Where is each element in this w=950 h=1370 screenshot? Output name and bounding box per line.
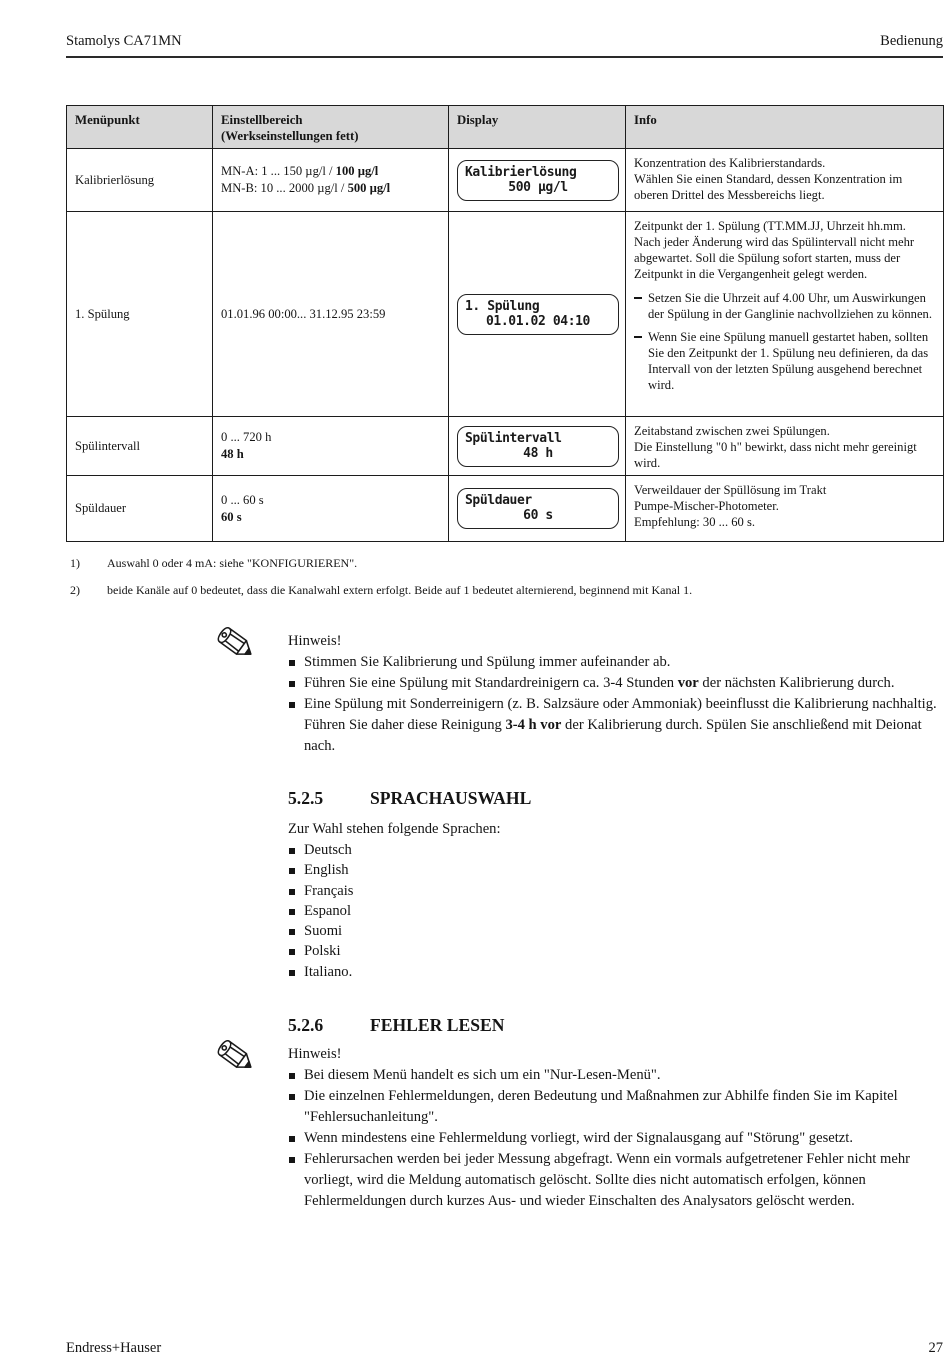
dash-marker xyxy=(634,336,642,338)
language-label: Suomi xyxy=(304,923,343,940)
language-item xyxy=(288,962,944,982)
range-cell xyxy=(213,417,449,476)
bullet-square-icon xyxy=(289,681,295,687)
info-line: Zeitabstand zwischen zwei Spülungen. xyxy=(634,424,830,438)
language-label: Deutsch xyxy=(304,842,352,858)
section-intro: Zur Wahl stehen folgende Sprachen: xyxy=(288,821,501,837)
info-line: Wählen Sie einen Standard, dessen Konzentration im oberen Drittel des Messbereichs liegt. xyxy=(634,172,903,202)
info-cell xyxy=(626,476,944,542)
lcd-line2: 48 h xyxy=(523,445,553,461)
lcd-display xyxy=(457,160,619,201)
bullet-square-icon xyxy=(289,949,295,955)
bullet-square-icon xyxy=(289,868,295,874)
col-header-einstellbereich-line1: Einstellbereich xyxy=(221,113,303,127)
section-title: FEHLER LESEN xyxy=(370,1015,505,1036)
note-bullet-text: Die einzelnen Fehlermeldungen, deren Bedeutung und Maßnahmen zur Abhilfe finden Sie im Kapitel "Fehlersuchanleitung". xyxy=(304,1088,898,1126)
info-dash-item xyxy=(634,290,935,322)
language-label: Espanol xyxy=(304,902,352,919)
lcd-line2: 01.01.02 04:10 xyxy=(486,313,590,329)
range-line xyxy=(221,163,440,180)
note-bullet-text: Eine Spülung mit Sonderreinigern (z. B. Salzsäure oder Ammoniak) beeinflusst die Kalibrierung nachhaltig. Führen Sie daher diese Reinigung 3-4 h vor der Kalibrierung durch. Spülen Sie anschließend mit Deionat nach. xyxy=(304,696,937,754)
note-bullet xyxy=(288,1128,944,1149)
note-pencil-icon xyxy=(213,624,259,668)
bullet-square-icon xyxy=(289,909,295,915)
range-line: 01.01.96 00:00... 31.12.95 23:59 xyxy=(221,306,386,321)
info-line: Die Einstellung "0 h" bewirkt, dass nicht mehr gereinigt wird. xyxy=(634,440,917,470)
col-header-info: Info xyxy=(626,106,944,149)
note-bullet xyxy=(288,1086,944,1128)
menu-cell: Spüldauer xyxy=(67,476,213,542)
info-cell xyxy=(626,212,944,417)
lcd-display xyxy=(457,488,619,529)
range-text: MN-B: 10 ... 2000 µg/l / xyxy=(221,181,348,195)
info-cell xyxy=(626,417,944,476)
menu-cell: Spülintervall xyxy=(67,417,213,476)
bullet-square-icon xyxy=(289,848,295,854)
info-cell xyxy=(626,149,944,212)
section-title: SPRACHAUSWAHL xyxy=(370,788,532,808)
note-bullet-text: Stimmen Sie Kalibrierung und Spülung immer aufeinander ab. xyxy=(304,654,671,670)
lcd-line1: 1. Spülung xyxy=(465,298,540,314)
range-line xyxy=(221,509,440,526)
footnote-text: beide Kanäle auf 0 bedeutet, dass die Kanalwahl extern erfolgt. Beide auf 1 bedeutet alternierend, beginnend mit Kanal 1. xyxy=(107,583,693,597)
note-bullet xyxy=(288,652,944,673)
lcd-line2: 60 s xyxy=(523,508,553,523)
settings-table xyxy=(66,105,944,542)
table-row-kalibrierloesung xyxy=(67,149,944,212)
table-row-spuelintervall xyxy=(67,417,944,476)
table-header-row xyxy=(67,106,944,149)
bullet-square-icon xyxy=(289,889,295,895)
info-line: Konzentration des Kalibrierstandards. xyxy=(634,156,826,170)
range-line: 0 ... 720 h xyxy=(221,430,272,444)
bullet-square-icon xyxy=(289,929,295,935)
footnote xyxy=(70,556,950,571)
footer-company: Endress+Hauser xyxy=(66,1340,162,1356)
display-cell xyxy=(449,212,626,417)
section-number: 5.2.6 xyxy=(288,1015,324,1036)
info-line: Empfehlung: 30 ... 60 s. xyxy=(634,515,756,529)
note-bullet xyxy=(288,694,944,757)
col-header-einstellbereich-line2: (Werkseinstellungen fett) xyxy=(221,129,359,143)
language-item xyxy=(288,840,944,860)
language-label: English xyxy=(304,862,349,879)
note-bullet xyxy=(288,1065,944,1086)
lcd-line1: Kalibrierlösung xyxy=(465,164,577,180)
note-title: Hinweis! xyxy=(288,1046,342,1063)
language-item xyxy=(288,881,944,901)
lcd-display xyxy=(457,294,619,335)
note-pencil-icon xyxy=(213,1037,259,1081)
info-dash-text: Setzen Sie die Uhrzeit auf 4.00 Uhr, um Auswirkungen der Spülung in der Ganglinie nachvollziehen zu können. xyxy=(648,291,932,321)
range-line: 0 ... 60 s xyxy=(221,492,264,507)
language-list xyxy=(288,840,944,982)
footnote-marker: 2) xyxy=(70,583,80,597)
note-bullet-text: Wenn mindestens eine Fehlermeldung vorliegt, wird der Signalausgang auf "Störung" gesetzt. xyxy=(304,1130,853,1147)
factory-setting: 500 µg/l xyxy=(347,181,391,195)
note-block-spuelung xyxy=(288,631,944,757)
lcd-line1: Spülintervall xyxy=(465,430,562,446)
bullet-square-icon xyxy=(289,1073,295,1079)
bullet-square-icon xyxy=(289,702,295,708)
note-title: Hinweis! xyxy=(288,633,342,649)
menu-cell: Kalibrierlösung xyxy=(67,149,213,212)
note-bullet-text: Fehlerursachen werden bei jeder Messung abgefragt. Wenn ein vormals aufgetretener Fehler nicht mehr vorliegt, wird die Meldung automatisch gelöscht. Sollte dies nicht automatisch erfolgen, können Fehlermeldungen durch kurzes Aus- und wieder Einschalten des Analysators gelöscht werden. xyxy=(304,1151,910,1210)
emphasis-bold: vor xyxy=(677,675,699,691)
footnote-text: Auswahl 0 oder 4 mA: siehe "KONFIGURIEREN". xyxy=(107,556,358,570)
footnotes xyxy=(70,556,950,598)
note-bullet-text: Bei diesem Menü handelt es sich um ein "Nur-Lesen-Menü". xyxy=(304,1067,661,1084)
note-bullet-text: Führen Sie eine Spülung mit Standardreinigern ca. 3-4 Stunden vor der nächsten Kalibrierung durch. xyxy=(304,675,895,691)
page-header xyxy=(66,33,943,50)
note-block-fehler xyxy=(288,1044,944,1212)
dash-marker xyxy=(634,297,642,299)
factory-setting: 60 s xyxy=(221,509,242,524)
range-line xyxy=(221,180,440,197)
section-heading xyxy=(288,1014,944,1036)
info-line: Pumpe-Mischer-Photometer. xyxy=(634,499,779,513)
table-row-erste-spuelung xyxy=(67,212,944,417)
language-item xyxy=(288,941,944,961)
emphasis-bold: 3-4 h vor xyxy=(505,717,562,733)
factory-setting: 48 h xyxy=(221,447,244,461)
info-line: Verweildauer der Spüllösung im Trakt xyxy=(634,483,827,497)
col-header-einstellbereich xyxy=(213,106,449,149)
display-cell xyxy=(449,149,626,212)
section-number: 5.2.5 xyxy=(288,788,324,808)
language-item xyxy=(288,921,944,941)
bullet-square-icon xyxy=(289,660,295,666)
section-heading xyxy=(288,787,944,809)
footer-page-number: 27 xyxy=(928,1340,943,1356)
range-cell xyxy=(213,212,449,417)
lcd-display xyxy=(457,426,619,467)
range-text: MN-A: 1 ... 150 µg/l / xyxy=(221,164,336,178)
language-item xyxy=(288,901,944,921)
factory-setting: 100 µg/l xyxy=(335,164,379,178)
section-fehler-lesen xyxy=(288,1014,944,1212)
display-cell xyxy=(449,417,626,476)
lcd-line1: Spüldauer xyxy=(465,493,532,508)
language-label: Français xyxy=(304,882,354,899)
bullet-square-icon xyxy=(289,970,295,976)
table-row-spueldauer xyxy=(67,476,944,542)
header-product-title: Stamolys CA71MN xyxy=(66,33,182,49)
range-line xyxy=(221,446,440,463)
lcd-line2: 500 µg/l xyxy=(508,179,568,195)
footnote xyxy=(70,583,950,598)
note-bullet xyxy=(288,673,944,694)
range-cell xyxy=(213,149,449,212)
info-dash-text: Wenn Sie eine Spülung manuell gestartet haben, sollten Sie den Zeitpunkt der 1. Spülung neu definieren, da das Intervall von der letzten Spülung ausgehend berechnet wird. xyxy=(648,330,929,392)
bullet-square-icon xyxy=(289,1136,295,1142)
info-paragraph: Zeitpunkt der 1. Spülung (TT.MM.JJ, Uhrzeit hh.mm. Nach jeder Änderung wird das Spülintervall nicht mehr abgewartet. Soll die Spülung sofort starten, muss der Zeitpunkt in die Vergangenheit gelegt werden. xyxy=(634,219,915,281)
bullet-square-icon xyxy=(289,1094,295,1100)
header-rule xyxy=(66,56,943,58)
note-bullet xyxy=(288,1149,944,1212)
col-header-menupunkt: Menüpunkt xyxy=(67,106,213,149)
display-cell xyxy=(449,476,626,542)
page-footer xyxy=(66,1340,943,1357)
range-cell xyxy=(213,476,449,542)
language-item xyxy=(288,860,944,880)
section-sprachauswahl xyxy=(288,787,944,982)
language-label: Italiano. xyxy=(304,963,353,980)
bullet-square-icon xyxy=(289,1157,295,1163)
language-label: Polski xyxy=(304,943,341,960)
footnote-marker: 1) xyxy=(70,556,80,570)
menu-cell: 1. Spülung xyxy=(67,212,213,417)
info-dash-item xyxy=(634,329,935,393)
header-chapter-title: Bedienung xyxy=(880,33,943,49)
col-header-display: Display xyxy=(449,106,626,149)
